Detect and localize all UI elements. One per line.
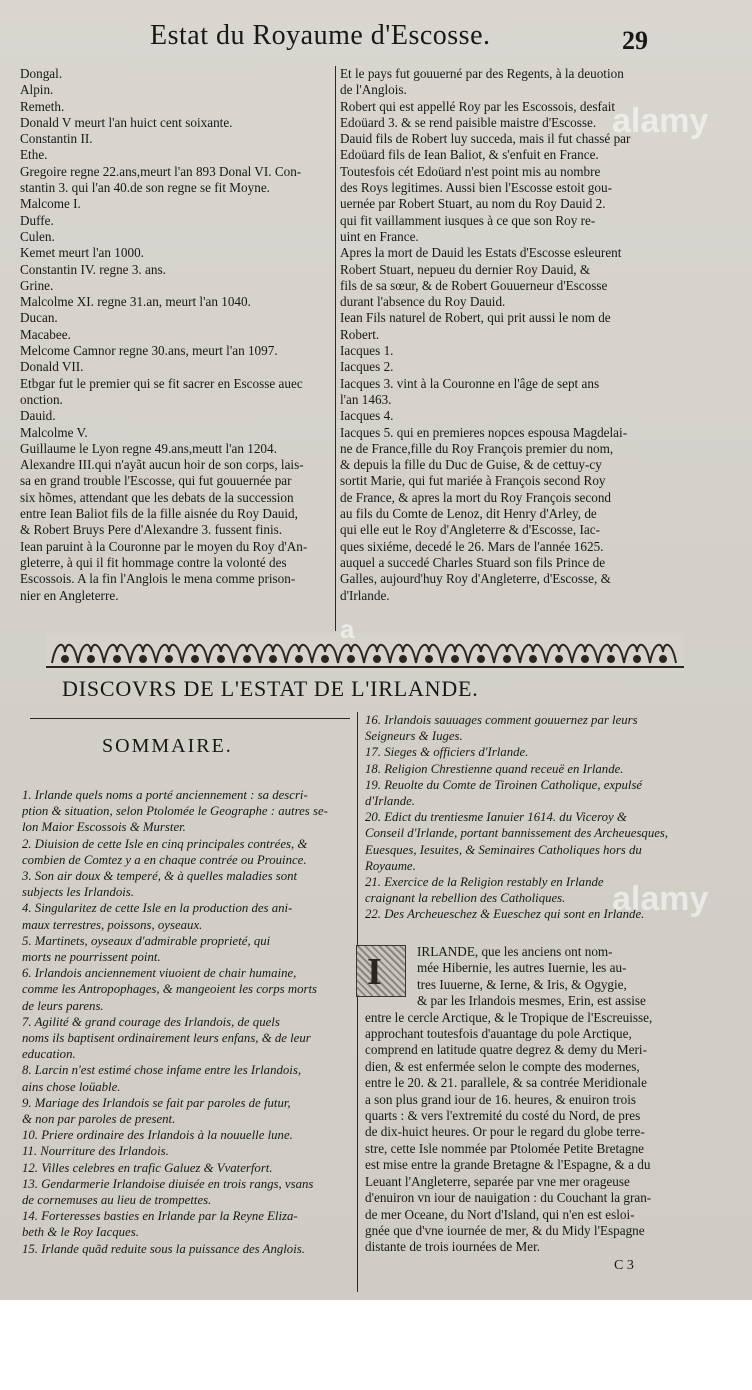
scottish-kings-list-left: [20, 66, 340, 604]
text-line: Apres la mort de Dauid les Estats d'Escosse esleurent: [340, 245, 622, 261]
text-line: 6. Irlandois anciennement viuoient de chair humaine,: [22, 966, 297, 981]
text-line: Alpin.: [20, 82, 54, 98]
text-line: 18. Religion Chrestienne quand receuë en Irlande.: [365, 761, 624, 776]
text-line: & par les Irlandois mesmes, Erin, est assise: [417, 993, 646, 1009]
text-line: auquel a succedé Charles Stuard son fils Prince de: [340, 554, 606, 570]
column-divider-top: [335, 66, 336, 631]
text-line: IRLANDE, que les anciens ont nom-: [417, 944, 613, 959]
text-line: Constantin IV. regne 3. ans.: [20, 261, 166, 277]
text-line: Et le pays fut gouuerné par des Regents, à la deuotion: [340, 66, 624, 81]
page-header: [0, 20, 752, 60]
text-line: 20. Edict du trentiesme Ianuier 1614. du Viceroy &: [365, 810, 627, 825]
text-line: morts ne pourrissent point.: [22, 950, 161, 965]
text-line: gnée que d'vne iournée de mer, & du Midy l'Espagne: [365, 1222, 645, 1238]
signature-mark: C 3: [614, 1258, 634, 1273]
text-line: distante de trois iournées de Mer.: [365, 1239, 541, 1255]
text-line: Ethe.: [20, 147, 48, 163]
text-line: 21. Exercice de la Religion restably en Irlande: [365, 875, 604, 890]
text-line: Macabee.: [20, 326, 71, 342]
text-line: Iacques 2.: [340, 359, 394, 375]
text-line: stre, cette Isle nommée par Ptolomée Petite Bretagne: [365, 1140, 645, 1156]
text-line: qui elle eut le Roy d'Angleterre & d'Escosse, Iac-: [340, 522, 600, 538]
text-line: Dauid fils de Robert luy succeda, mais il fut chassé par: [340, 131, 631, 147]
text-line: Iacques 4.: [340, 408, 394, 424]
text-line: Duffe.: [20, 212, 54, 228]
running-title: Estat du Royaume d'Escosse.: [150, 20, 491, 51]
text-line: Malcome I.: [20, 196, 81, 212]
text-line: maux terrestres, poissons, oyseaux.: [22, 917, 203, 932]
text-line: entre le 20. & 21. parallele, & sa contrée Meridionale: [365, 1075, 647, 1091]
text-line: uernée par Robert Stuart, au nom du Roy Dauid 2.: [340, 196, 606, 212]
text-line: Robert.: [340, 326, 380, 342]
sommaire-heading: SOMMAIRE.: [102, 735, 233, 757]
text-line: Kemet meurt l'an 1000.: [20, 245, 144, 261]
text-line: comprend en latitude quatre degrez & demy du Meri-: [365, 1042, 647, 1058]
text-line: 3. Son air doux & temperé, & à quelles maladies sont: [22, 869, 298, 884]
text-line: fils de sa sœur, & de Robert Gouuerneur d'Escosse: [340, 277, 608, 293]
text-line: d'Irlande.: [365, 794, 416, 809]
text-line: durant l'absence du Roy Dauid.: [340, 294, 506, 310]
page-number: 29: [622, 26, 648, 55]
text-line: Toutesfois cét Edoüard n'est point mis au nombre: [340, 163, 601, 179]
text-line: Iacques 3. vint à la Couronne en l'âge de sept ans: [340, 375, 600, 391]
text-line: stantin 3. qui l'an 40.de son regne se fit Moyne.: [20, 180, 270, 196]
text-line: & Robert Bruys Pere d'Alexandre 3. fussent finis.: [20, 522, 283, 538]
text-line: qui fit vaillamment iusques à ce que son Roy re-: [340, 212, 596, 228]
section-title: DISCOVRS DE L'ESTAT DE L'IRLANDE.: [62, 676, 479, 701]
text-line: Leuant l'Angleterre, separée par vne mer orageuse: [365, 1173, 630, 1189]
text-line: dien, & est enfermée selon le compte des modernes,: [365, 1058, 640, 1074]
text-line: Conseil d'Irlande, portant bannissement des Archeuesques,: [365, 826, 669, 841]
text-line: uint en France.: [340, 228, 419, 244]
text-line: 22. Des Archeueschez & Eueschez qui sont en Irlande.: [365, 907, 645, 922]
text-line: 10. Priere ordinaire des Irlandois à la nouuelle lune.: [22, 1128, 293, 1143]
image-margin: [0, 1300, 752, 1390]
text-line: 17. Sieges & officiers d'Irlande.: [365, 745, 529, 760]
text-line: quarts : & vers l'extremité du costé du Nord, de pres: [365, 1108, 641, 1124]
scottish-kings-list-right: [340, 66, 670, 604]
text-line: de France, & apres la mort du Roy François second: [340, 489, 612, 505]
text-line: Iean paruint à la Couronne par le moyen du Roy d'An-: [20, 538, 308, 554]
text-line: 1. Irlande quels noms a porté anciennement : sa descri-: [22, 788, 308, 802]
text-line: Constantin II.: [20, 131, 93, 147]
text-line: Euesques, Iesuites, & Seminaires Catholiques hors du: [365, 842, 642, 857]
text-line: tres Iuuerne, & Ierne, & Iris, & Ogygie,: [417, 976, 627, 992]
text-line: 16. Irlandois sauuages comment gouuernez par leurs: [365, 713, 638, 727]
text-line: 5. Martinets, oyseaux d'admirable proprieté, qui: [22, 933, 271, 948]
text-line: entre Iean Baliot fils de la fille aisnée du Roy Dauid,: [20, 506, 298, 522]
text-line: Donald V meurt l'an huict cent soixante.: [20, 114, 233, 130]
text-line: Iacques 1.: [340, 343, 394, 359]
decorative-fleuron-band: [46, 633, 684, 671]
text-line: lon Maior Escossois & Murster.: [22, 820, 186, 835]
text-line: 13. Gendarmerie Irlandoise diuisée en trois rangs, vsans: [22, 1176, 314, 1191]
text-line: Guillaume le Lyon regne 49.ans,meutt l'an 1204.: [20, 440, 277, 456]
text-line: noms ils baptisent ordinairement leurs enfans, & de leur: [22, 1031, 311, 1046]
text-line: Grine.: [20, 277, 54, 293]
drop-cap-initial: I: [356, 945, 406, 997]
text-line: Dongal.: [20, 66, 63, 81]
text-line: Melcome Camnor regne 30.ans, meurt l'an 1097.: [20, 343, 278, 359]
text-line: ains chose loüable.: [22, 1079, 121, 1094]
text-line: Malcolme XI. regne 31.an, meurt l'an 1040.: [20, 294, 251, 310]
text-line: approchant toutesfois d'auantage du pole Arctique,: [365, 1026, 632, 1042]
text-line: est mise entre la grande Bretagne & l'Espagne, & a du: [365, 1157, 651, 1173]
text-line: Robert Stuart, nepueu du dernier Roy Dauid, &: [340, 261, 591, 277]
text-line: de mer Oceane, du Nort d'Island, qui n'en est esloi-: [365, 1206, 635, 1222]
text-line: Robert qui est appellé Roy par les Escossois, desfait: [340, 98, 616, 114]
text-line: nier en Angleterre.: [20, 587, 119, 603]
text-line: de dix-huict heures. Or pour le regard du globe terre-: [365, 1124, 645, 1140]
text-line: subjects les Irlandois.: [22, 885, 134, 900]
text-line: 12. Villes celebres en trafic Galuez & Vvaterfort.: [22, 1160, 273, 1175]
text-line: Edoüard 3. & se rend paisible maistre d'Escosse.: [340, 114, 597, 130]
text-line: & non par paroles de present.: [22, 1112, 176, 1127]
text-line: au fils du Comte de Lenoz, dit Henry d'Arley, de: [340, 506, 597, 522]
text-line: Seigneurs & Iuges.: [365, 729, 463, 744]
text-line: combien de Comtez y a en chaque contrée ou Prouince.: [22, 852, 307, 867]
text-line: d'enuiron vn iour de nauigation : du Couchant la gran-: [365, 1190, 652, 1206]
text-line: craignant la rebellion des Catholiques.: [365, 891, 566, 906]
watermark: alamy: [612, 880, 709, 918]
column-divider-bottom: [357, 712, 358, 1292]
text-line: d'Irlande.: [340, 587, 390, 603]
text-line: Remeth.: [20, 98, 65, 114]
text-line: Alexandre III.qui n'ayãt aucun hoir de son corps, lais-: [20, 457, 304, 473]
ireland-body-text: [365, 944, 695, 1256]
text-line: ption & situation, selon Ptolomée le Geographe : autres se-: [22, 804, 328, 819]
text-line: Iean Fils naturel de Robert, qui prit aussi le nom de: [340, 310, 611, 326]
text-line: l'an 1463.: [340, 391, 392, 407]
sommaire-top-rule: [30, 718, 350, 719]
sommaire-list-left: [22, 787, 348, 1257]
text-line: a son plus grand iour de 16. heures, & enuiron trois: [365, 1091, 637, 1107]
text-line: Dauid.: [20, 408, 56, 424]
text-line: de cornemuses au lieu de trompettes.: [22, 1193, 212, 1208]
text-line: Donald VII.: [20, 359, 84, 375]
text-line: comme les Antropophages, & mangeoient les corps morts: [22, 982, 318, 997]
text-line: onction.: [20, 391, 63, 407]
text-line: Etbgar fut le premier qui se fit sacrer en Escosse auec: [20, 375, 303, 391]
text-line: 11. Nourriture des Irlandois.: [22, 1144, 169, 1159]
text-line: Royaume.: [365, 858, 416, 873]
text-line: de leurs parens.: [22, 998, 104, 1013]
text-line: 7. Agilité & grand courage des Irlandois, de quels: [22, 1014, 280, 1029]
text-line: & depuis la fille du Duc de Guise, & de cettuy-cy: [340, 457, 602, 473]
text-line: de l'Anglois.: [340, 82, 407, 98]
text-line: six hõmes, attendant que les debats de la succession: [20, 489, 294, 505]
text-line: 15. Irlande quãd reduite sous la puissance des Anglois.: [22, 1241, 305, 1256]
text-line: Escossois. A la fin l'Anglois le mena comme prison-: [20, 571, 296, 587]
text-line: ne de France,fille du Roy François premier du nom,: [340, 440, 614, 456]
text-line: Galles, aujourd'huy Roy d'Angleterre, d'Escosse, &: [340, 571, 611, 587]
text-line: gleterre, à qui il fit hommage contre la volonté des: [20, 554, 287, 570]
text-line: sortit Marie, qui fut mariée à François second Roy: [340, 473, 606, 489]
text-line: 4. Singularitez de cette Isle en la production des ani-: [22, 901, 293, 916]
text-line: 9. Mariage des Irlandois se fait par paroles de futur,: [22, 1095, 291, 1110]
text-line: Culen.: [20, 228, 55, 244]
text-line: ques sixiéme, decedé le 26. Mars de l'année 1625.: [340, 538, 604, 554]
text-line: Edoüard fils de Iean Baliot, & s'enfuit en France.: [340, 147, 599, 163]
text-line: Iacques 5. qui en premieres nopces espousa Magdelai-: [340, 424, 628, 440]
text-line: 8. Larcin n'est estimé chose infame entre les Irlandois,: [22, 1063, 302, 1078]
text-line: Ducan.: [20, 310, 58, 326]
text-line: sa en grand trouble l'Escosse, qui fut gouuernée par: [20, 473, 292, 489]
text-line: beth & le Roy Iacques.: [22, 1225, 139, 1240]
text-line: entre le cercle Arctique, & le Tropique de l'Escreuisse,: [365, 1009, 653, 1025]
text-line: Malcolme V.: [20, 424, 88, 440]
text-line: 19. Reuolte du Comte de Tiroinen Catholique, expulsé: [365, 777, 643, 792]
text-line: 2. Diuision de cette Isle en cinq principales contrées, &: [22, 836, 308, 851]
text-line: mée Hibernie, les autres Iuernie, les au-: [417, 960, 627, 976]
text-line: 14. Forteresses basties en Irlande par la Reyne Eliza-: [22, 1209, 298, 1224]
watermark: a: [340, 614, 355, 644]
text-line: Gregoire regne 22.ans,meurt l'an 893 Donal VI. Con-: [20, 163, 302, 179]
text-line: des Roys legitimes. Aussi bien l'Escosse estoit gou-: [340, 180, 612, 196]
text-line: education.: [22, 1047, 76, 1062]
watermark: alamy: [612, 102, 709, 140]
